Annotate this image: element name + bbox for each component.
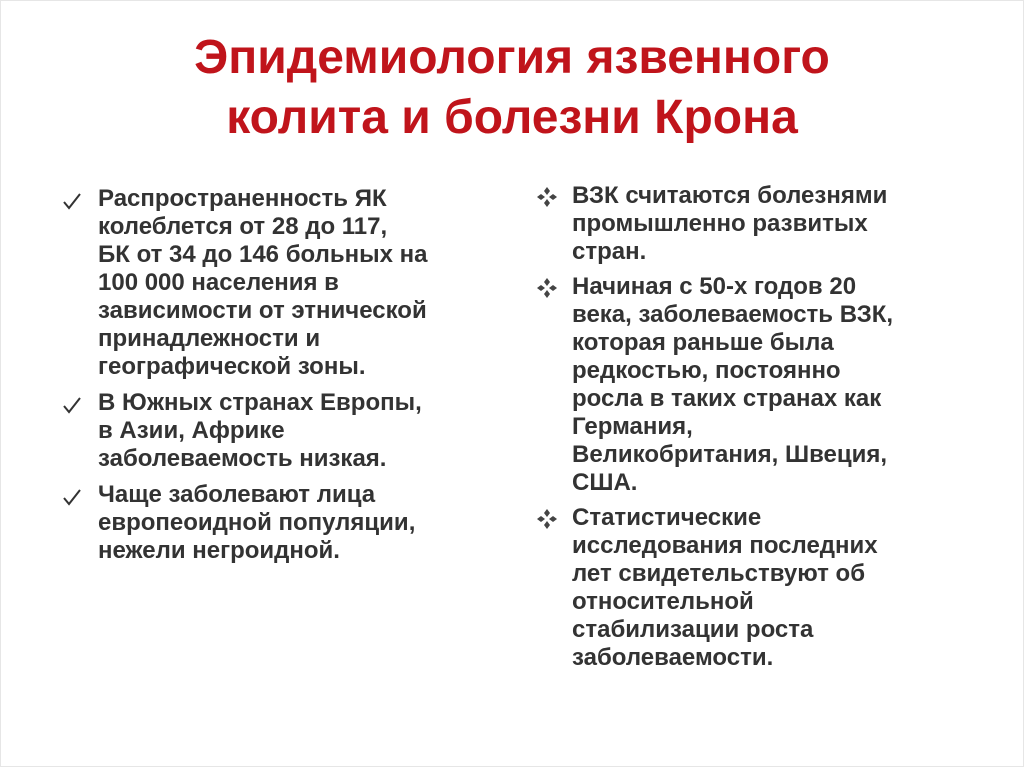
list-item (536, 182, 1006, 266)
list-item-text: в Азии, Африке (98, 417, 285, 444)
list-item-text: 100 000 населения в (98, 269, 339, 296)
right-bullet-list (536, 182, 1006, 679)
list-item-text: нежели негроидной. (98, 537, 340, 564)
list-item-text: Чаще заболевают лица (98, 481, 376, 508)
list-item-text: европеоидной популяции, (98, 509, 416, 536)
list-item-text: Распространенность ЯК (98, 185, 387, 212)
check-icon (62, 191, 82, 211)
slide-title (0, 28, 1024, 148)
check-icon (62, 487, 82, 507)
list-item-text: США. (572, 469, 638, 496)
list-item-text: ВЗК считаются болезнями (572, 182, 888, 209)
diamond-icon (536, 508, 558, 530)
list-item (62, 389, 502, 473)
list-item (536, 273, 1006, 497)
list-item-text: заболеваемости. (572, 644, 774, 671)
list-item-text: Статистические (572, 504, 762, 531)
list-item-text: колеблется от 28 до 117, (98, 213, 388, 240)
list-item-text: БК от 34 до 146 больных на (98, 241, 428, 268)
diamond-icon (536, 277, 558, 299)
list-item-text: относительной (572, 588, 754, 615)
list-item-text: заболеваемость низкая. (98, 445, 387, 472)
list-item-text: века, заболеваемость ВЗК, (572, 301, 894, 328)
list-item-text: стабилизации роста (572, 616, 814, 643)
list-item (62, 481, 502, 565)
list-item (536, 504, 1006, 672)
diamond-icon (536, 186, 558, 208)
list-item-text: исследования последних (572, 532, 878, 559)
list-item-text: Великобритания, Швеция, (572, 441, 888, 468)
list-item-text: промышленно развитых (572, 210, 868, 237)
title-line: колита и болезни Крона (226, 91, 798, 144)
list-item-text: Германия, (572, 413, 693, 440)
list-item-text: В Южных странах Европы, (98, 389, 422, 416)
list-item-text: росла в таких странах как (572, 385, 882, 412)
list-item-text: зависимости от этнической (98, 297, 427, 324)
check-icon (62, 395, 82, 415)
list-item (62, 185, 502, 381)
left-bullet-list (62, 185, 502, 573)
list-item-text: редкостью, постоянно (572, 357, 841, 384)
list-item-text: которая раньше была (572, 329, 834, 356)
list-item-text: стран. (572, 238, 647, 265)
title-line: Эпидемиология язвенного (194, 31, 830, 84)
list-item-text: Начиная с 50-х годов 20 (572, 273, 857, 300)
list-item-text: лет свидетельствуют об (572, 560, 866, 587)
list-item-text: географической зоны. (98, 353, 366, 380)
list-item-text: принадлежности и (98, 325, 321, 352)
